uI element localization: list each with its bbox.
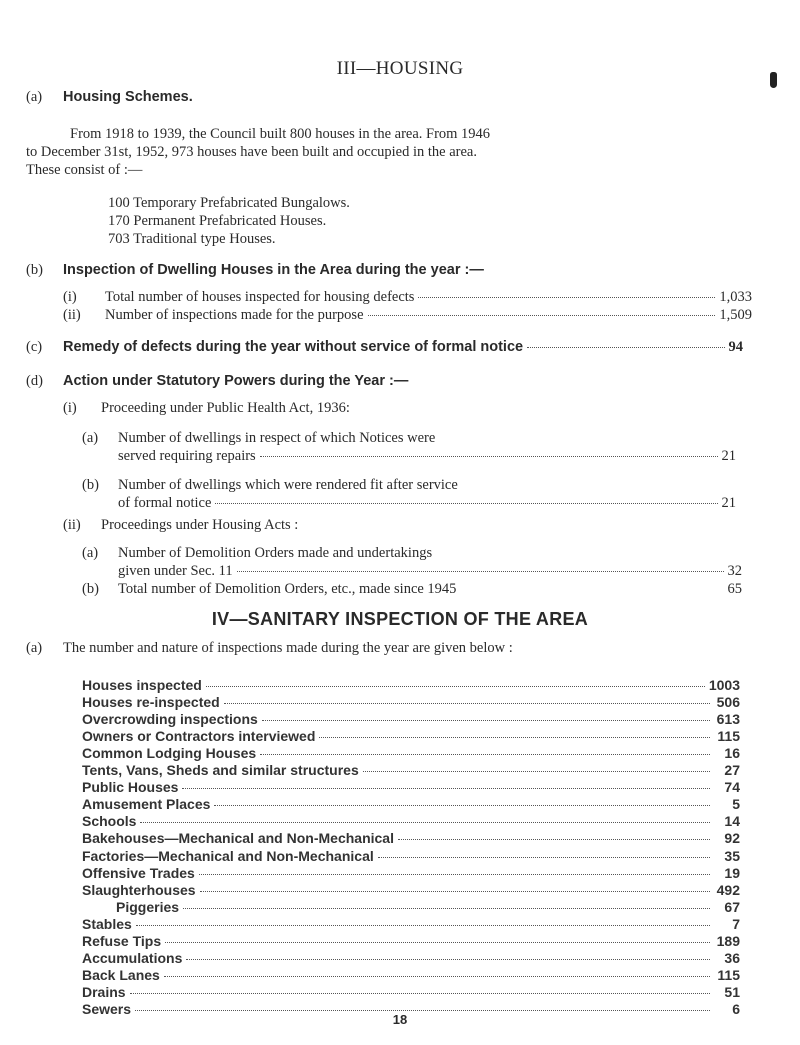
leader-dots [182,788,710,789]
sub-sub-item-number: (a) [82,545,99,561]
leader-dots [319,737,710,738]
inspection-row [82,848,740,864]
stat-row [118,448,736,465]
inspection-label: Offensive Trades [82,864,195,881]
leader-dots [398,839,710,840]
stat-row [118,581,742,598]
paragraph-line: From 1918 to 1939, the Council built 800 houses in the area. From 1946 [70,126,491,142]
inspection-row [82,882,740,898]
inspection-value: 27 [724,762,740,779]
leader-dots [224,703,710,704]
stat-row [63,339,743,356]
paragraph-line: to December 31st, 1952, 973 houses have been built and occupied in the area. [26,144,477,160]
inspection-value: 115 [717,966,740,983]
heading-remedy-of-defects: Remedy of defects during the year without service of formal notice [63,339,524,355]
page-number: 18 [392,1012,408,1027]
inspection-label: Houses inspected [82,677,202,693]
inspection-row [116,899,740,915]
leader-dots [140,822,710,823]
leader-dots [214,805,710,806]
leader-dots [136,925,710,926]
inspection-row [82,813,740,829]
stat-row [118,495,736,512]
leader-dots [237,571,724,572]
paragraph-line: Number of dwellings which were rendered fit after service [118,477,458,493]
sub-sub-item-number: (b) [82,581,99,597]
stat-value: 65 [727,581,742,597]
stat-label: served requiring repairs [118,448,256,464]
stat-value: 1,033 [719,289,752,305]
leader-dots [183,908,710,909]
leader-dots [260,754,710,755]
inspection-row [82,677,740,693]
inspection-value: 613 [716,711,740,728]
stat-row [118,563,742,580]
stat-label: Total number of houses inspected for housing defects [105,289,415,305]
paragraph-line: Number of dwellings in respect of which Notices were [118,430,436,446]
inspection-value: 19 [724,864,740,881]
leader-dots [130,993,710,994]
inspection-label: Factories—Mechanical and Non-Mechanical [82,847,374,864]
inspection-value: 92 [724,830,740,847]
inspection-value: 36 [724,949,740,966]
leader-dots [260,456,718,457]
inspection-label: Slaughterhouses [82,881,196,898]
inspection-row [82,865,740,881]
stat-row [105,307,752,324]
inspection-label: Accumulations [82,949,183,966]
stat-label: given under Sec. 11 [118,563,233,579]
inspection-label: Schools [82,813,137,830]
inspection-row [82,984,740,1000]
sub-item-number: (i) [63,400,77,416]
heading-statutory-powers: Action under Statutory Powers during the Year :— [63,373,409,389]
leader-dots [186,959,710,960]
item-label-c: (c) [26,339,43,355]
inspection-label: Sewers [82,1000,132,1017]
leader-dots [165,942,710,943]
list-item: 170 Permanent Prefabricated Houses. [108,213,327,229]
inspection-value: 492 [716,881,740,898]
inspection-row [82,950,740,966]
inspection-label: Common Lodging Houses [82,745,257,762]
paragraph-line: These consist of :— [26,162,143,178]
inspection-value: 5 [732,796,740,813]
sub-item-number: (ii) [63,307,81,323]
inspection-value: 67 [724,898,740,915]
sub-item-heading: Proceeding under Public Health Act, 1936: [101,400,350,416]
leader-dots [215,503,717,504]
inspection-value: 115 [717,728,740,745]
stat-label: Number of inspections made for the purpose [105,307,364,323]
inspection-label: Owners or Contractors interviewed [82,728,316,745]
leader-dots [164,976,710,977]
inspection-row [82,745,740,761]
item-label-a: (a) [26,89,43,105]
inspection-row [82,933,740,949]
stat-label: Total number of Demolition Orders, etc., made since 1945 [118,581,457,597]
leader-dots [418,297,715,298]
inspection-label: Bakehouses—Mechanical and Non-Mechanical [82,830,394,847]
inspection-value: 6 [732,1000,740,1017]
section-heading-housing: III—HOUSING [336,58,464,79]
stat-value: 32 [727,563,742,579]
heading-housing-schemes: Housing Schemes. [63,89,193,105]
inspection-row [82,967,740,983]
leader-dots [262,720,710,721]
inspection-value: 7 [732,915,740,932]
inspection-row [82,694,740,710]
leader-dots [206,686,705,687]
sub-item-number: (i) [63,289,77,305]
inspection-value: 1003 [708,677,740,693]
sub-item-heading: Proceedings under Housing Acts : [101,517,299,533]
leader-dots [135,1010,710,1011]
sub-item-number: (ii) [63,517,81,533]
inspection-value: 51 [724,983,740,1000]
inspection-row [82,762,740,778]
intro-text: The number and nature of inspections made during the year are given below : [63,640,513,656]
inspection-value: 14 [724,813,740,830]
paragraph-line: Number of Demolition Orders made and undertakings [118,545,433,561]
inspection-value: 35 [724,847,740,864]
heading-inspection-dwelling-houses: Inspection of Dwelling Houses in the Area during the year :— [63,262,484,278]
list-item: 100 Temporary Prefabricated Bungalows. [108,195,350,211]
inspection-row [82,830,740,846]
leader-dots [200,891,710,892]
inspection-label: Back Lanes [82,966,160,983]
leader-dots [199,874,710,875]
leader-dots [368,315,716,316]
inspection-row [82,728,740,744]
stat-value: 21 [721,495,736,511]
inspection-label: Public Houses [82,779,179,796]
inspection-value: 74 [724,779,740,796]
inspection-label: Overcrowding inspections [82,711,258,728]
leader-dots [378,857,710,858]
list-item: 703 Traditional type Houses. [108,231,276,247]
stat-value: 21 [721,448,736,464]
inspection-label: Drains [82,983,126,1000]
inspection-label: Stables [82,915,132,932]
sub-sub-item-number: (a) [82,430,99,446]
sub-sub-item-number: (b) [82,477,99,493]
inspection-row [82,916,740,932]
inspection-label: Amusement Places [82,796,211,813]
item-label-b: (b) [26,262,43,278]
stat-label: of formal notice [118,495,212,511]
item-label-a: (a) [26,640,43,656]
inspection-value: 506 [716,694,740,711]
stat-value: 94 [728,339,743,355]
stat-value: 1,509 [719,307,752,323]
leader-dots [527,347,724,348]
inspection-value: 189 [716,932,740,949]
inspection-value: 16 [724,745,740,762]
stat-row [105,289,752,306]
inspection-label: Piggeries [116,898,180,915]
inspection-row [82,796,740,812]
inspection-row [82,779,740,795]
section-heading-sanitary-inspection: IV—SANITARY INSPECTION OF THE AREA [211,609,589,629]
inspection-row [82,711,740,727]
inspection-label: Tents, Vans, Sheds and similar structures [82,762,359,779]
inspection-label: Houses re-inspected [82,694,220,711]
item-label-d: (d) [26,373,43,389]
inspection-label: Refuse Tips [82,932,162,949]
leader-dots [363,771,710,772]
